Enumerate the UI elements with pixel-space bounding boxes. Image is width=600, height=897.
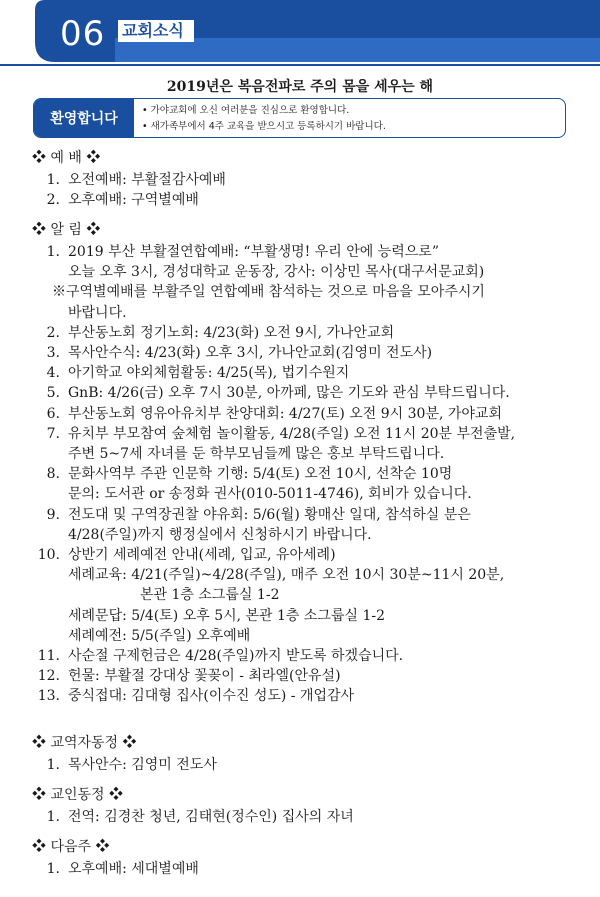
welcome-label: 환영합니다 <box>34 99 134 137</box>
welcome-item: • 새가족부에서 4주 교육을 받으시고 등록하시기 바랍니다. <box>142 119 386 135</box>
list-item: 2. 오후예배: 구역별예배 <box>46 192 199 209</box>
worship-title: ❖ 예 배 ❖ <box>32 150 101 166</box>
welcome-item: • 가야교회에 오신 여러분을 진심으로 환영합니다. <box>142 103 386 119</box>
list-item: 1. 2019 부산 부활절연합예배: “부활생명! 우리 안에 능력으로” <box>46 244 439 260</box>
notice-note: ※구역별예배를 부활주일 연합예배 참석하는 것으로 마음을 모아주시기 <box>52 284 485 301</box>
list-item: 5. GnB: 4/26(금) 오후 7시 30분, 아까페, 많은 기도와 관심 부탁드립니다. <box>46 385 510 402</box>
nextweek-title: ❖ 다음주 ❖ <box>32 839 110 855</box>
list-item: 9. 전도대 및 구역장권찰 야유회: 5/6(월) 황매산 일대, 참석하실 분은 <box>46 506 471 523</box>
ministers-section <box>32 733 217 775</box>
worship-section <box>32 148 226 210</box>
list-item-cont: 오늘 오후 3시, 경성대학교 운동장, 강사: 이상민 목사(대구서문교회) <box>68 264 485 281</box>
list-item-cont: 문의: 도서관 or 송정화 권사(010-5011-4746), 회비가 있습니다. <box>68 486 472 503</box>
list-item: 3. 목사안수식: 4/23(화) 오후 3시, 가나안교회(김영미 전도사) <box>46 345 433 362</box>
list-item: 7. 유치부 부모참여 숲체험 놀이활동, 4/28(주일) 오전 11시 20분 부전출발, <box>46 425 516 442</box>
list-item: 10. 상반기 세례예전 안내(세례, 입교, 유아세례) <box>37 547 336 564</box>
list-item: 13. 중식접대: 김대형 집사(이수진 성도) - 개업감사 <box>37 688 355 705</box>
year-motto: 2019년은 복음전파로 주의 몸을 세우는 해 <box>166 79 434 95</box>
list-item-cont: 세례문답: 5/4(토) 오후 5시, 본관 1층 소그룹실 1-2 <box>68 607 385 624</box>
list-item-cont: 4/28(주일)까지 행정실에서 신청하시기 바랍니다. <box>68 526 372 543</box>
list-item-cont: 본관 1층 소그룹실 1-2 <box>140 587 280 604</box>
notice-note-cont: 바랍니다. <box>68 304 127 321</box>
list-item-cont: 세례예전: 5/5(주일) 오후예배 <box>68 627 251 644</box>
list-item-cont: 세례교육: 4/21(주일)~4/28(주일), 매주 오전 10시 30분~11시 20분, <box>68 567 505 584</box>
list-item: 11. 사순절 구제헌금은 4/28(주일)까지 받도록 하겠습니다. <box>37 648 404 665</box>
list-item: 4. 아기학교 야외체험활동: 4/25(목), 법기수원지 <box>46 365 350 382</box>
section-title: 교회소식 <box>118 20 194 42</box>
welcome-list <box>142 103 386 135</box>
list-item: 1. 전역: 김경찬 청년, 김태현(정수인) 집사의 자녀 <box>46 809 354 825</box>
notices-section <box>32 220 515 707</box>
welcome-box <box>33 98 566 138</box>
section-number: 06 <box>60 14 106 54</box>
list-item: 6. 부산동노회 영유아유치부 찬양대회: 4/27(토) 오전 9시 30분, 가야교회 <box>46 405 502 422</box>
list-item: 2. 부산동노회 정기노회: 4/23(화) 오전 9시, 가나안교회 <box>46 324 395 341</box>
list-item: 1. 목사안수: 김영미 전도사 <box>46 757 217 773</box>
list-item-cont: 주변 5~7세 자녀를 둔 학부모님들께 많은 홍보 부탁드립니다. <box>68 446 445 463</box>
members-title: ❖ 교인동정 ❖ <box>32 787 123 803</box>
list-item: 1. 오후예배: 세대별예배 <box>46 861 199 877</box>
ministers-title: ❖ 교역자동정 ❖ <box>32 735 137 751</box>
section-header <box>0 0 600 66</box>
members-section <box>32 785 354 827</box>
notices-title: ❖ 알 림 ❖ <box>32 222 101 238</box>
list-item: 8. 문화사역부 주관 인문학 기행: 5/4(토) 오전 10시, 선착순 10명 <box>46 466 453 483</box>
list-item: 12. 헌물: 부활절 강대상 꽃꽂이 - 최라엘(안유설) <box>37 668 341 685</box>
list-item: 1. 오전예배: 부활절감사예배 <box>46 172 226 188</box>
nextweek-section <box>32 837 199 879</box>
